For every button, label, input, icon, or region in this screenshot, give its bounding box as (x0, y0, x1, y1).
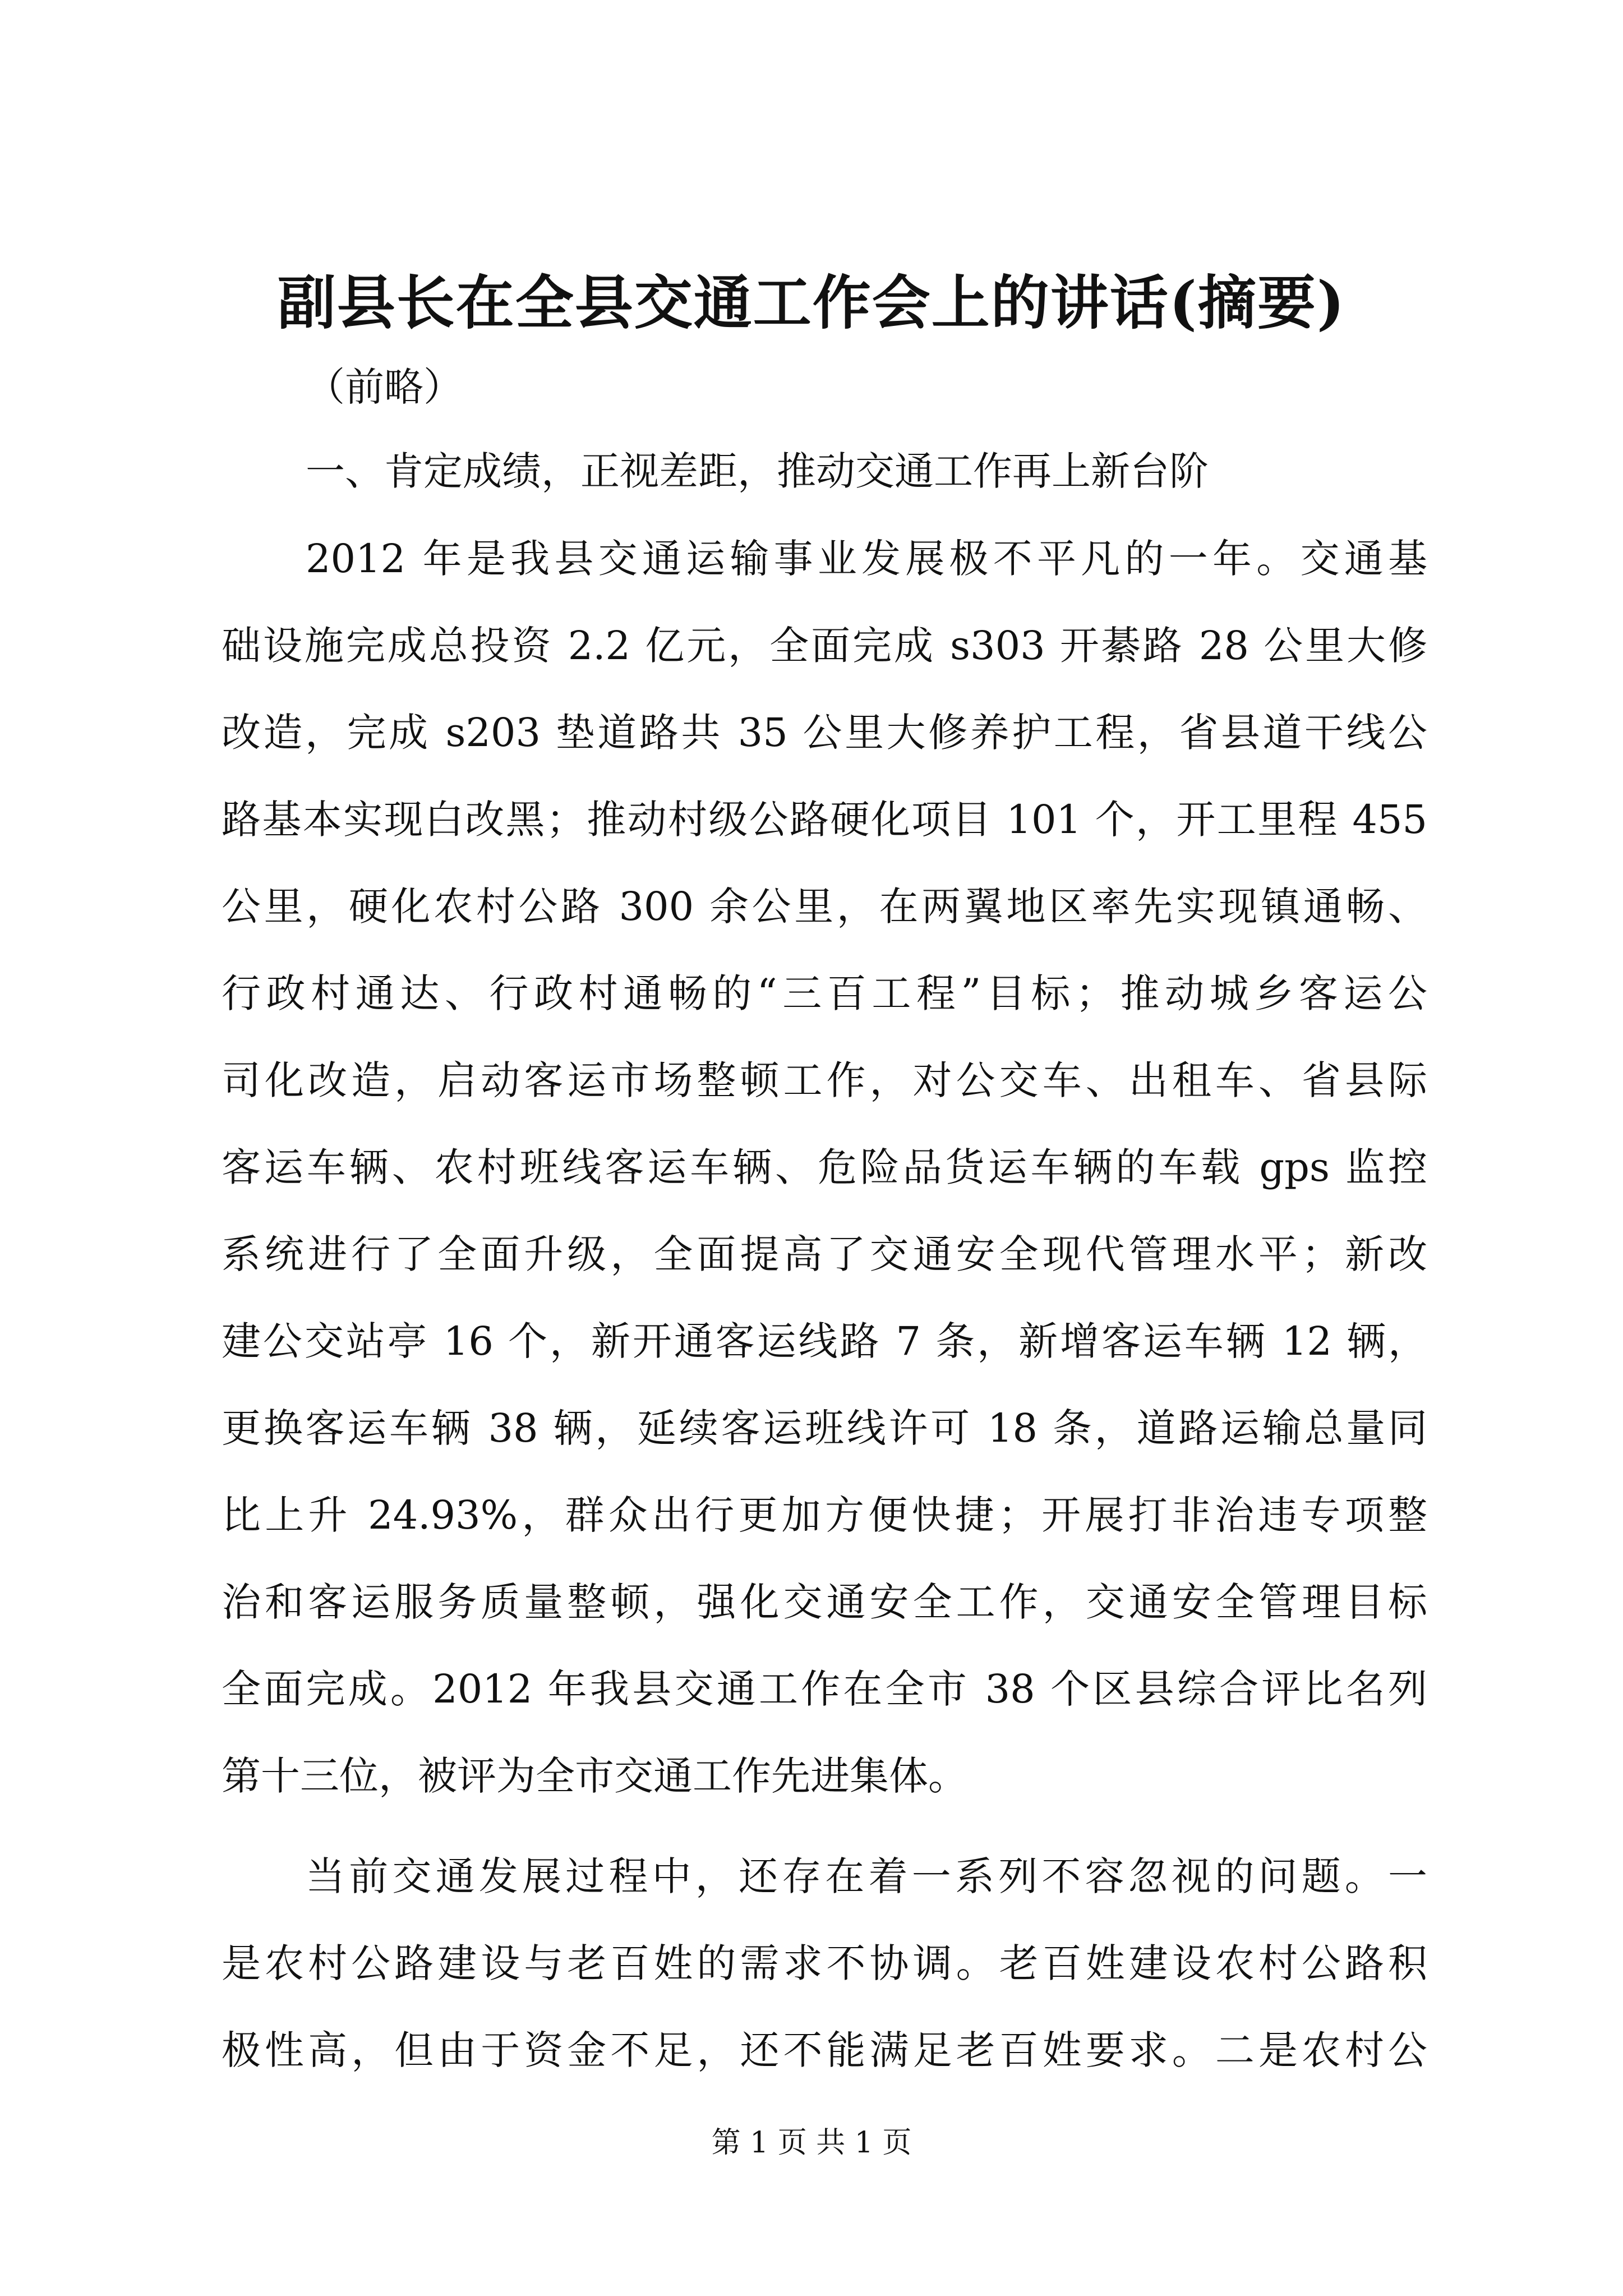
paragraph-line: 行政村通达、行政村通畅的“三百工程”目标；推动城乡客运公 (222, 970, 1427, 1016)
paragraph-line: 客运车辆、农村班线客运车辆、危险品货运车辆的车载 gps 监控 (222, 1144, 1427, 1190)
paragraph-line: 当前交通发展过程中，还存在着一系列不容忽视的问题。一 (306, 1853, 1427, 1899)
preface-text: （前略） (306, 364, 463, 410)
document-title: 副县长在全县交通工作会上的讲话(摘要) (277, 268, 1346, 337)
page-number-footer: 第 1 页 共 1 页 (711, 2126, 912, 2160)
paragraph-line: 全面完成。2012 年我县交通工作在全市 38 个区县综合评比名列 (222, 1666, 1427, 1712)
paragraph-line: 改造，完成 s203 垫道路共 35 公里大修养护工程，省县道干线公 (222, 710, 1427, 756)
paragraph-line: 路基本实现白改黑；推动村级公路硬化项目 101 个，开工里程 455 (222, 797, 1427, 843)
paragraph-line: 比上升 24.93%，群众出行更加方便快捷；开展打非治违专项整 (222, 1492, 1427, 1538)
paragraph-line: 公里，硬化农村公路 300 余公里，在两翼地区率先实现镇通畅、 (222, 884, 1427, 930)
paragraph-line: 司化改造，启动客运市场整顿工作，对公交车、出租车、省县际 (222, 1057, 1427, 1103)
section-heading: 一、肯定成绩，正视差距，推动交通工作再上新台阶 (306, 448, 1209, 494)
paragraph-line: 建公交站亭 16 个，新开通客运线路 7 条，新增客运车辆 12 辆， (222, 1318, 1427, 1364)
paragraph-line: 系统进行了全面升级，全面提高了交通安全现代管理水平；新改 (222, 1231, 1427, 1277)
paragraph-line: 更换客运车辆 38 辆，延续客运班线许可 18 条，道路运输总量同 (222, 1405, 1427, 1451)
paragraph-line: 第十三位，被评为全市交通工作先进集体。 (222, 1753, 967, 1799)
paragraph-line: 2012 年是我县交通运输事业发展极不平凡的一年。交通基 (306, 536, 1427, 582)
paragraph-line: 极性高，但由于资金不足，还不能满足老百姓要求。二是农村公 (222, 2027, 1427, 2073)
paragraph-line: 是农村公路建设与老百姓的需求不协调。老百姓建设农村公路积 (222, 1940, 1427, 1986)
paragraph-line: 治和客运服务质量整顿，强化交通安全工作，交通安全管理目标 (222, 1579, 1427, 1625)
paragraph-line: 础设施完成总投资 2.2 亿元，全面完成 s303 开綦路 28 公里大修 (222, 623, 1427, 669)
